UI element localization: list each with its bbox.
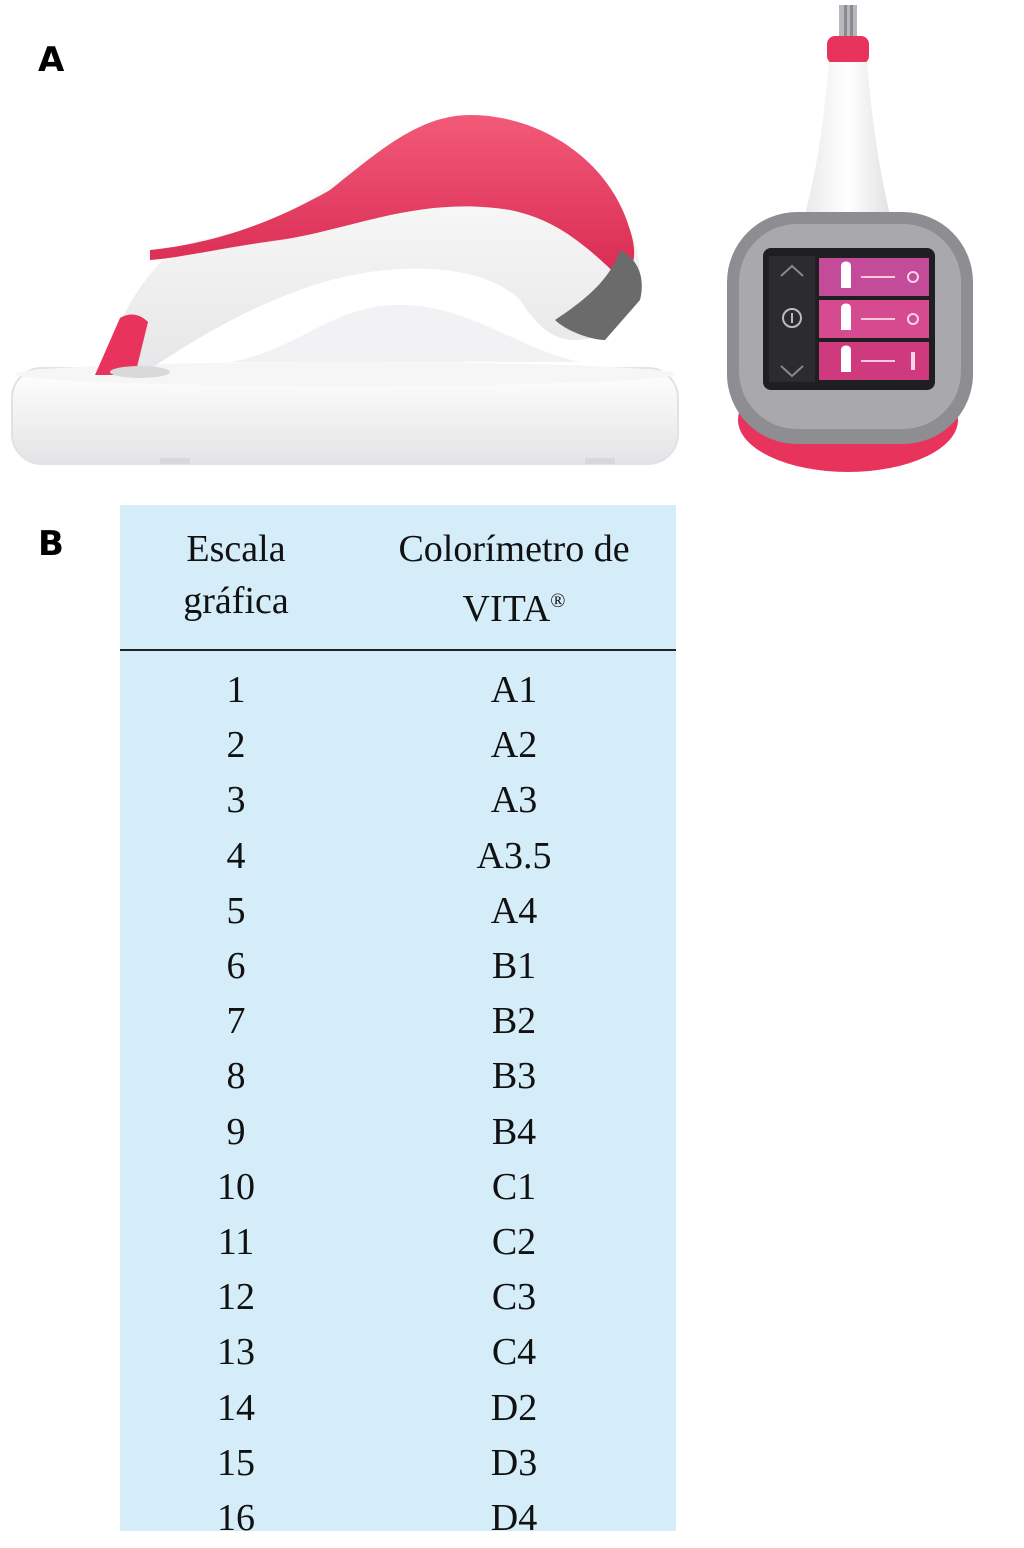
shade-table-body bbox=[120, 650, 676, 1546]
table-row bbox=[120, 1160, 676, 1215]
cell-escala-grafica: 1 bbox=[226, 669, 246, 711]
cell-escala-grafica: 16 bbox=[217, 1497, 255, 1540]
table-row bbox=[120, 718, 676, 773]
table-row bbox=[120, 1215, 676, 1270]
header-escala-grafica bbox=[120, 505, 352, 650]
cell-colorimetro-vita: D3 bbox=[490, 1441, 538, 1484]
cell-colorimetro-vita: A3 bbox=[490, 779, 538, 822]
cell-escala-grafica: 15 bbox=[217, 1441, 255, 1484]
cell-escala-grafica: 9 bbox=[226, 1110, 246, 1153]
panel-label-a: A bbox=[38, 40, 65, 80]
table-row bbox=[120, 939, 676, 994]
header-col2-line1: Colorímetro de bbox=[398, 528, 630, 570]
device-side-view-image bbox=[0, 100, 690, 480]
cell-escala-grafica: 14 bbox=[217, 1386, 255, 1429]
cell-escala-grafica: 2 bbox=[226, 724, 246, 767]
table-row bbox=[120, 1105, 676, 1160]
table-row bbox=[120, 994, 676, 1049]
cell-escala-grafica: 11 bbox=[217, 1221, 255, 1264]
registered-mark: ® bbox=[550, 590, 566, 612]
cell-escala-grafica: 3 bbox=[226, 779, 246, 822]
header-col2-line2: VITA bbox=[462, 588, 551, 630]
table-header-row bbox=[120, 505, 676, 650]
table-row bbox=[120, 829, 676, 884]
cell-colorimetro-vita: A2 bbox=[490, 724, 538, 767]
shade-table-panel bbox=[120, 505, 676, 1540]
shade-correspondence-table bbox=[120, 505, 676, 1546]
table-row bbox=[120, 1270, 676, 1325]
cell-escala-grafica: 5 bbox=[226, 889, 246, 932]
cell-escala-grafica: 13 bbox=[217, 1331, 255, 1374]
cell-escala-grafica: 8 bbox=[226, 1055, 246, 1098]
table-row bbox=[120, 773, 676, 828]
header-col1-line2: gráfica bbox=[183, 580, 289, 622]
cell-escala-grafica: 10 bbox=[217, 1165, 255, 1208]
table-row bbox=[120, 1049, 676, 1104]
cell-escala-grafica: 7 bbox=[226, 1000, 246, 1043]
cell-colorimetro-vita: D4 bbox=[490, 1497, 538, 1540]
table-row bbox=[120, 1491, 676, 1546]
cell-colorimetro-vita: A3.5 bbox=[476, 834, 552, 877]
cell-escala-grafica: 4 bbox=[226, 834, 246, 877]
cell-colorimetro-vita: C4 bbox=[491, 1331, 537, 1374]
table-row bbox=[120, 884, 676, 939]
table-row bbox=[120, 650, 676, 718]
table-row bbox=[120, 1436, 676, 1491]
panel-label-b: B bbox=[38, 524, 64, 564]
device-front-view-image bbox=[715, 0, 995, 480]
cell-escala-grafica: 6 bbox=[226, 945, 246, 988]
cell-colorimetro-vita: B1 bbox=[491, 945, 537, 988]
header-colorimetro-vita bbox=[352, 505, 676, 650]
cell-colorimetro-vita: C3 bbox=[491, 1276, 537, 1319]
cell-colorimetro-vita: C1 bbox=[491, 1165, 537, 1208]
cell-colorimetro-vita: B4 bbox=[491, 1110, 537, 1153]
cell-colorimetro-vita: A1 bbox=[490, 669, 538, 711]
cell-colorimetro-vita: B3 bbox=[491, 1055, 537, 1098]
cell-colorimetro-vita: C2 bbox=[491, 1221, 537, 1264]
header-col1-line1: Escala bbox=[186, 528, 286, 570]
table-row bbox=[120, 1325, 676, 1380]
header-col2-line2-wrap bbox=[352, 575, 676, 635]
cell-colorimetro-vita: B2 bbox=[491, 1000, 537, 1043]
table-row bbox=[120, 1381, 676, 1436]
cell-escala-grafica: 12 bbox=[217, 1276, 255, 1319]
cell-colorimetro-vita: D2 bbox=[490, 1386, 538, 1429]
cell-colorimetro-vita: A4 bbox=[490, 889, 538, 932]
